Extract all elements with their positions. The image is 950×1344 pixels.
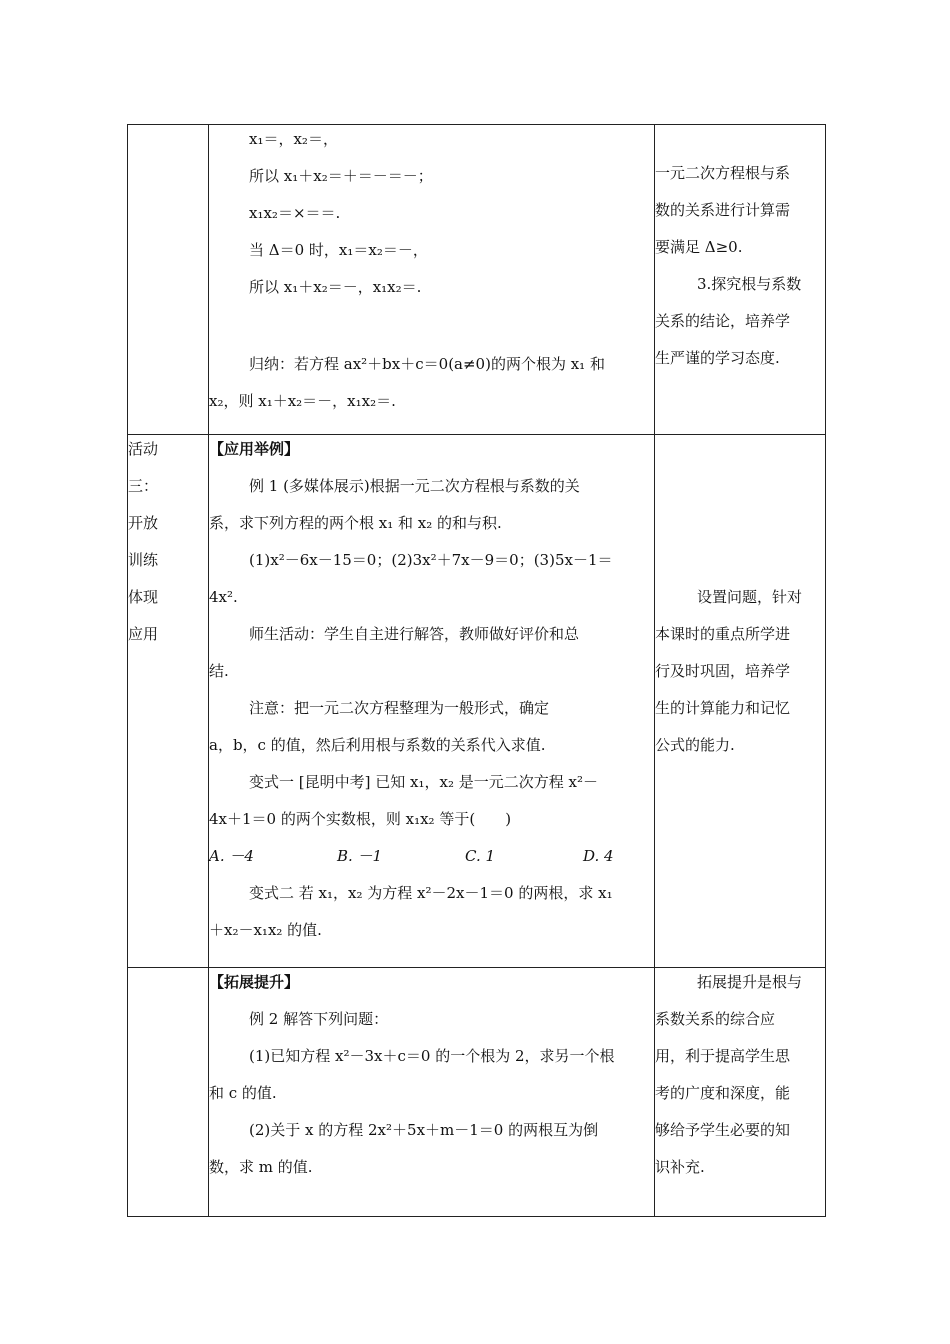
activity-label-line: 训练 bbox=[128, 551, 159, 569]
content-cell bbox=[209, 435, 655, 968]
table-row bbox=[128, 125, 826, 435]
activity-label-line: 开放 bbox=[128, 514, 159, 532]
purpose-cell bbox=[655, 125, 826, 435]
text-line: 变式二 若 x₁，x₂ 为方程 x²－2x－1＝0 的两根，求 x₁ bbox=[249, 884, 613, 902]
content-cell bbox=[209, 968, 655, 1217]
text-line: 用，利于提高学生思 bbox=[655, 1047, 791, 1065]
activity-label-cell bbox=[128, 435, 209, 968]
text-line: 当 Δ＝0 时，x₁＝x₂＝－， bbox=[249, 241, 428, 259]
text-line: x₁＝，x₂＝， bbox=[249, 130, 338, 148]
text-line: 关系的结论，培养学 bbox=[655, 312, 791, 330]
text-line: 数，求 m 的值. bbox=[209, 1158, 313, 1176]
section-heading: 【应用举例】 bbox=[209, 440, 300, 458]
text-line: 3.探究根与系数 bbox=[697, 275, 802, 293]
text-line: 公式的能力. bbox=[655, 736, 735, 754]
text-line: 例 1 (多媒体展示)根据一元二次方程根与系数的关 bbox=[249, 477, 580, 495]
text-line: 师生活动：学生自主进行解答，教师做好评价和总 bbox=[249, 625, 580, 643]
option-d: D. 4 bbox=[583, 847, 614, 865]
text-line: x₁x₂＝×＝＝. bbox=[249, 204, 341, 222]
section-heading: 【拓展提升】 bbox=[209, 973, 300, 991]
activity-label-line: 应用 bbox=[128, 625, 159, 643]
text-line: 一元二次方程根与系 bbox=[655, 164, 791, 182]
text-line: 数的关系进行计算需 bbox=[655, 201, 791, 219]
option-a: A. －4 bbox=[209, 847, 254, 865]
text-line: 生的计算能力和记忆 bbox=[655, 699, 791, 717]
activity-label-cell bbox=[128, 968, 209, 1217]
text-line: 系数关系的综合应 bbox=[655, 1010, 776, 1028]
text-line: 4x². bbox=[209, 588, 238, 606]
text-line: 所以 x₁＋x₂＝＋＝－＝－； bbox=[249, 167, 433, 185]
activity-label-line: 活动 bbox=[128, 440, 159, 458]
lesson-table bbox=[127, 124, 826, 1217]
text-line: 考的广度和深度，能 bbox=[655, 1084, 791, 1102]
option-b: B. －1 bbox=[337, 847, 383, 865]
table-row bbox=[128, 435, 826, 968]
text-line: a，b，c 的值，然后利用根与系数的关系代入求值. bbox=[209, 736, 546, 754]
text-line: (1)x²－6x－15＝0；(2)3x²＋7x－9＝0；(3)5x－1＝ bbox=[249, 551, 613, 569]
option-c: C. 1 bbox=[465, 847, 496, 865]
text-line: 归纳：若方程 ax²＋bx＋c＝0(a≠0)的两个根为 x₁ 和 bbox=[249, 355, 605, 373]
purpose-cell bbox=[655, 435, 826, 968]
text-line: ＋x₂－x₁x₂ 的值. bbox=[209, 921, 322, 939]
text-line: 所以 x₁＋x₂＝－，x₁x₂＝. bbox=[249, 278, 422, 296]
purpose-cell bbox=[655, 968, 826, 1217]
text-line: 要满足 Δ≥0. bbox=[655, 238, 743, 256]
table-row bbox=[128, 968, 826, 1217]
text-line: 结. bbox=[209, 662, 229, 680]
text-line: (1)已知方程 x²－3x＋c＝0 的一个根为 2，求另一个根 bbox=[249, 1047, 615, 1065]
activity-label-line: 体现 bbox=[128, 588, 159, 606]
text-line: 够给予学生必要的知 bbox=[655, 1121, 791, 1139]
text-line: 生严谨的学习态度. bbox=[655, 349, 780, 367]
text-line: 行及时巩固，培养学 bbox=[655, 662, 791, 680]
activity-label-line: 三： bbox=[128, 477, 159, 495]
text-line: 系，求下列方程的两个根 x₁ 和 x₂ 的和与积. bbox=[209, 514, 502, 532]
text-line: 注意：把一元二次方程整理为一般形式，确定 bbox=[249, 699, 550, 717]
text-line: 识补充. bbox=[655, 1158, 705, 1176]
content-cell bbox=[209, 125, 655, 435]
text-line: 和 c 的值. bbox=[209, 1084, 277, 1102]
activity-label-cell bbox=[128, 125, 209, 435]
text-line: 设置问题，针对 bbox=[697, 588, 803, 606]
text-line: 变式一 [昆明中考] 已知 x₁，x₂ 是一元二次方程 x²－ bbox=[249, 773, 598, 791]
answer-options bbox=[209, 838, 654, 875]
text-line: 拓展提升是根与 bbox=[697, 973, 803, 991]
text-line: 4x＋1＝0 的两个实数根，则 x₁x₂ 等于( ) bbox=[209, 810, 512, 828]
text-line: x₂，则 x₁＋x₂＝－，x₁x₂＝. bbox=[209, 392, 396, 410]
text-line: (2)关于 x 的方程 2x²＋5x＋m－1＝0 的两根互为倒 bbox=[249, 1121, 599, 1139]
text-line: 本课时的重点所学进 bbox=[655, 625, 791, 643]
text-line: 例 2 解答下列问题： bbox=[249, 1010, 389, 1028]
